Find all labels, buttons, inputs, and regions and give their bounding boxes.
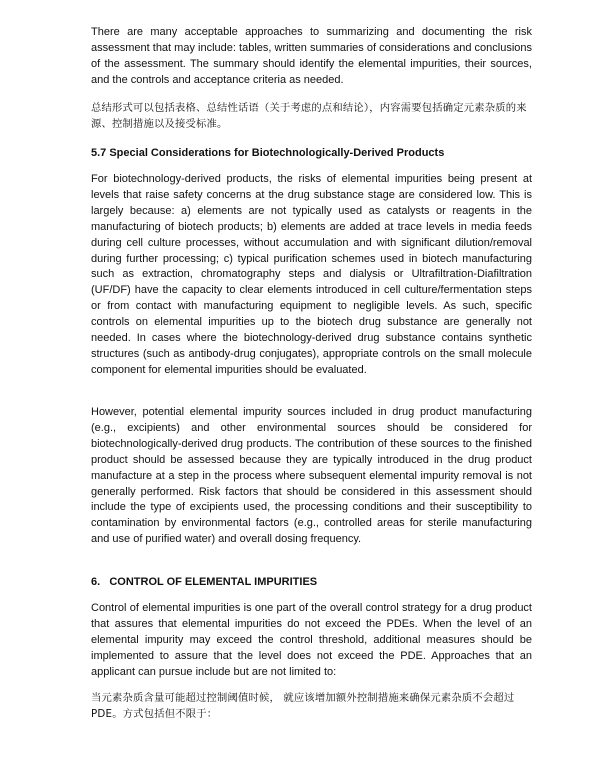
section-6-paragraph-chinese: 当元素杂质含量可能超过控制阈值时候， 就应该增加额外控制措施来确保元素杂质不会超过 PDE。方式包括但不限于： [91,692,515,720]
section-5-7-paragraph-1: For biotechnology-derived products, the risks of elemental impurities being present at levels that raise safety concerns at the drug substance stage are considered low. This is largely because: a) elements are not typically used as catalysts or reagents in the manufacturing of biotech products; b) elements are added at trace levels in media feeds during cell culture processes, without accumulation and with significant dilution/removal during further processing; c) typical purification schemes used in biotech manufacturing such as extraction, chromatography steps and dialysis or Ultrafiltration-Diafiltration (UF/DF) have the capacity to clear elements introduced in cell culture/fermentation steps or from contact with manufacturing equipment to negligible levels. As such, specific controls on elemental impurities up to the biotech drug substance are generally not needed. In cases where the biotechnology-derived drug substance contains synthetic structures (such as antibody-drug conjugates), appropriate controls on the small molecule component for elemental impurities should be evaluated. [91,173,532,376]
intro-paragraph: There are many acceptable approaches to summarizing and documenting the risk assessment that may include: tables, written summaries of considerations and conclusions of the assessment. The summary should identify the elemental impurities, their sources, and the controls and acceptance criteria as needed. [91,26,532,86]
section-6-heading: 6. CONTROL OF ELEMENTAL IMPURITIES [91,576,318,588]
section-5-7-paragraph-2: However, potential elemental impurity sources included in drug product manufacturing (e.g., excipients) and other environmental sources should be considered for biotechnologically-derived drug products. The contribution of these sources to the finished product should be assessed because they are typically introduced in the drug product manufacture at a step in the process where subsequent elemental impurity removal is not generally performed. Risk factors that should be considered in this assessment should include the type of excipients used, the processing conditions and their susceptibility to contamination by environmental factors (e.g., controlled areas for sterile manufacturing and use of purified water) and overall dosing frequency. [91,406,532,546]
section-5-7-heading: 5.7 Special Considerations for Biotechnologically-Derived Products [91,147,445,159]
intro-paragraph-chinese: 总结形式可以包括表格、总结性话语（关于考虑的点和结论），内容需要包括确定元素杂质的来源、控制措施以及接受标准。 [91,102,527,130]
section-6-paragraph: Control of elemental impurities is one part of the overall control strategy for a drug product that assures that elemental impurities do not exceed the PDEs. When the level of an elemental impurity may exceed the control threshold, additional measures should be implemented to assure that the level does not exceed the PDE. Approaches that an applicant can pursue include but are not limited to: [91,602,532,678]
